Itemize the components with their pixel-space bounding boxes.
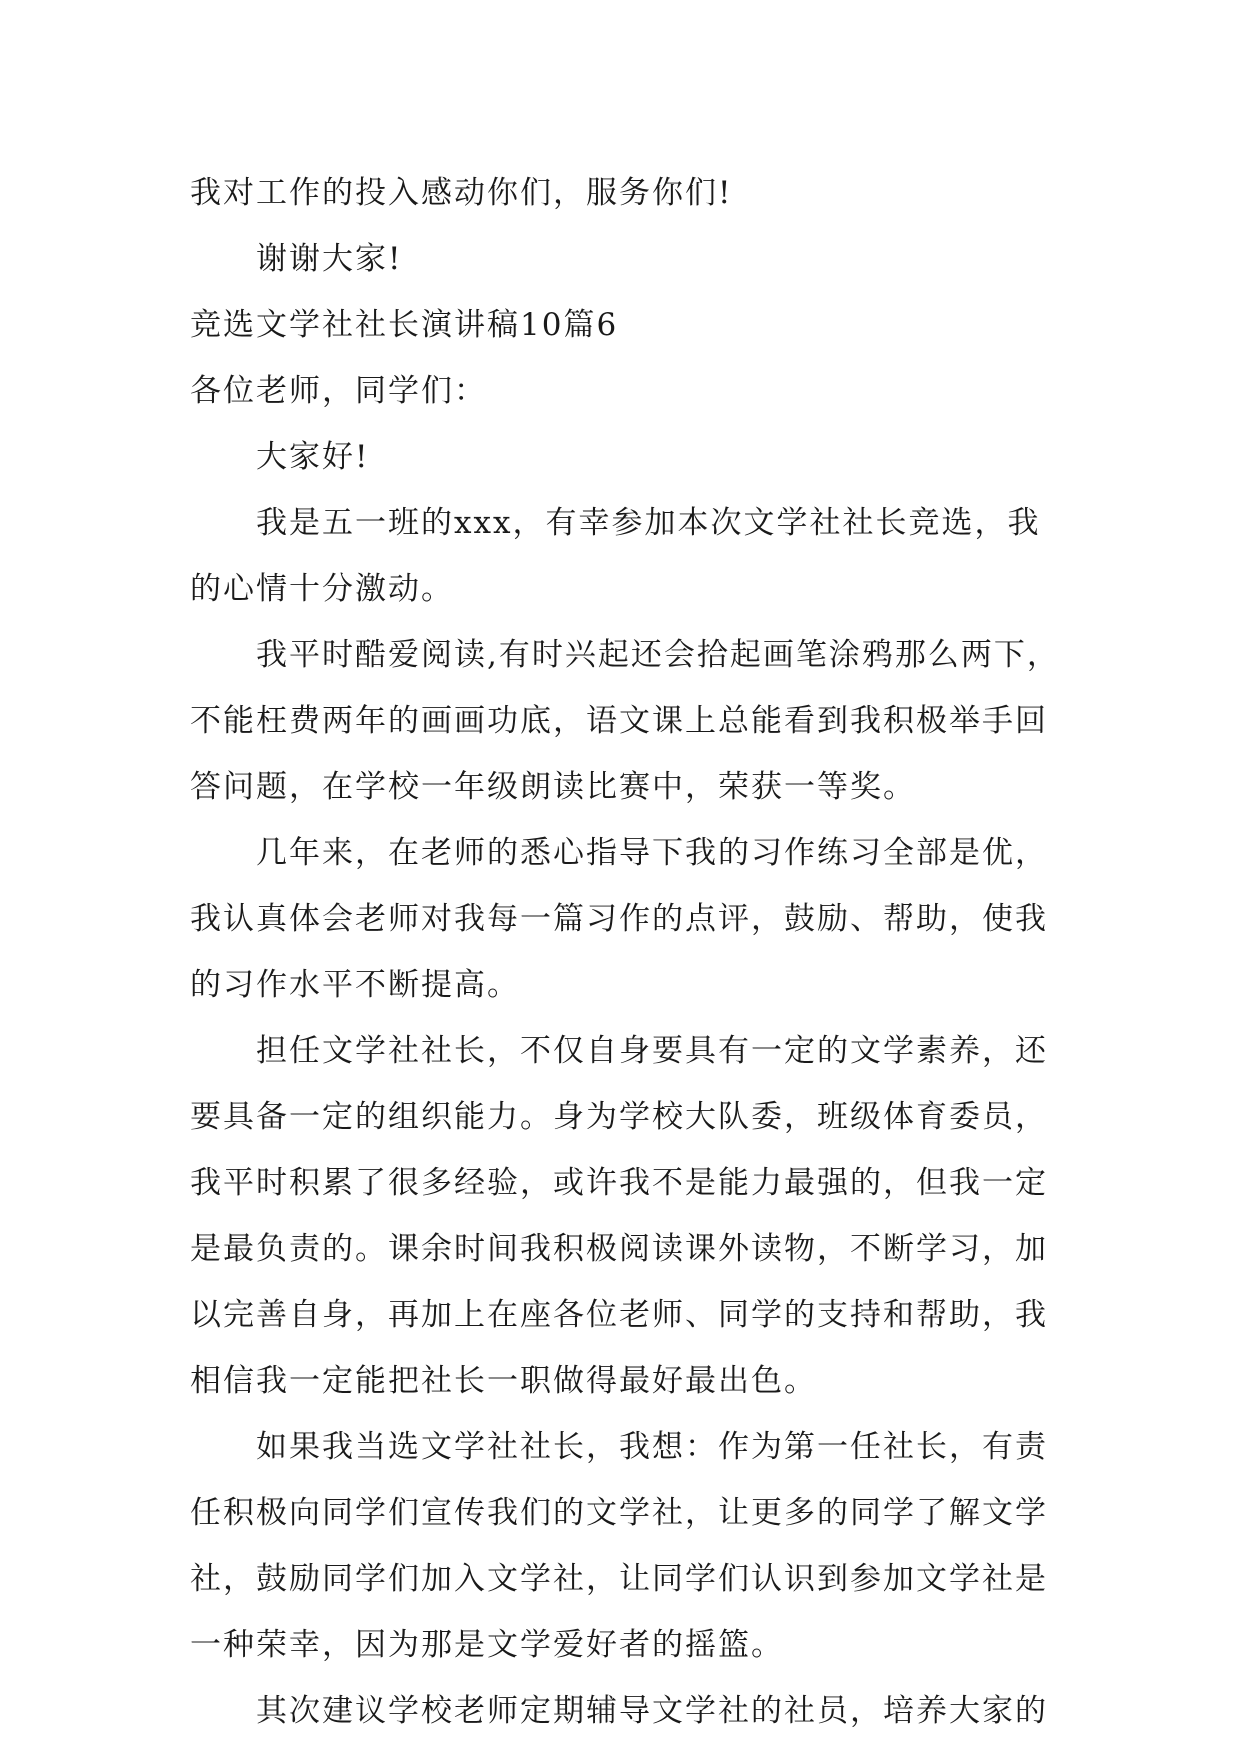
text-line: 我是五一班的xxx，有幸参加本次文学社社长竞选，我	[256, 505, 1041, 541]
text-line: 不能枉费两年的画画功底，语文课上总能看到我积极举手回	[190, 703, 1048, 739]
text-line: 如果我当选文学社社长，我想：作为第一任社长，有责	[256, 1429, 1048, 1465]
document-body	[190, 160, 1060, 1744]
salutation: 各位老师，同学们：	[190, 373, 487, 409]
text-line: 以完善自身，再加上在座各位老师、同学的支持和帮助，我	[190, 1297, 1048, 1333]
text-line: 大家好!	[256, 439, 370, 475]
text-line: 的心情十分激动。	[190, 571, 454, 607]
text-line: 其次建议学校老师定期辅导文学社的社员，培养大家的	[256, 1693, 1048, 1729]
section-heading: 竞选文学社社长演讲稿10篇6	[190, 307, 619, 343]
text-line: 社，鼓励同学们加入文学社，让同学们认识到参加文学社是	[190, 1561, 1048, 1597]
text-line: 的习作水平不断提高。	[190, 967, 520, 1003]
text-line: 一种荣幸，因为那是文学爱好者的摇篮。	[190, 1627, 784, 1663]
text-line: 几年来，在老师的悉心指导下我的习作练习全部是优，	[256, 835, 1048, 871]
text-line: 我平时积累了很多经验，或许我不是能力最强的，但我一定	[190, 1165, 1048, 1201]
text-line: 我认真体会老师对我每一篇习作的点评，鼓励、帮助，使我	[190, 901, 1048, 937]
text-line: 要具备一定的组织能力。身为学校大队委，班级体育委员，	[190, 1099, 1048, 1135]
text-line: 担任文学社社长，不仅自身要具有一定的文学素养，还	[256, 1033, 1048, 1069]
text-line: 我平时酷爱阅读,有时兴起还会拾起画笔涂鸦那么两下，	[256, 637, 1060, 673]
text-line: 任积极向同学们宣传我们的文学社，让更多的同学了解文学	[190, 1495, 1048, 1531]
text-line: 相信我一定能把社长一职做得最好最出色。	[190, 1363, 817, 1399]
text-line: 谢谢大家!	[256, 241, 403, 277]
text-line: 答问题，在学校一年级朗读比赛中，荣获一等奖。	[190, 769, 916, 805]
text-line: 我对工作的投入感动你们，服务你们!	[190, 175, 733, 211]
text-line: 是最负责的。课余时间我积极阅读课外读物，不断学习，加	[190, 1231, 1048, 1267]
